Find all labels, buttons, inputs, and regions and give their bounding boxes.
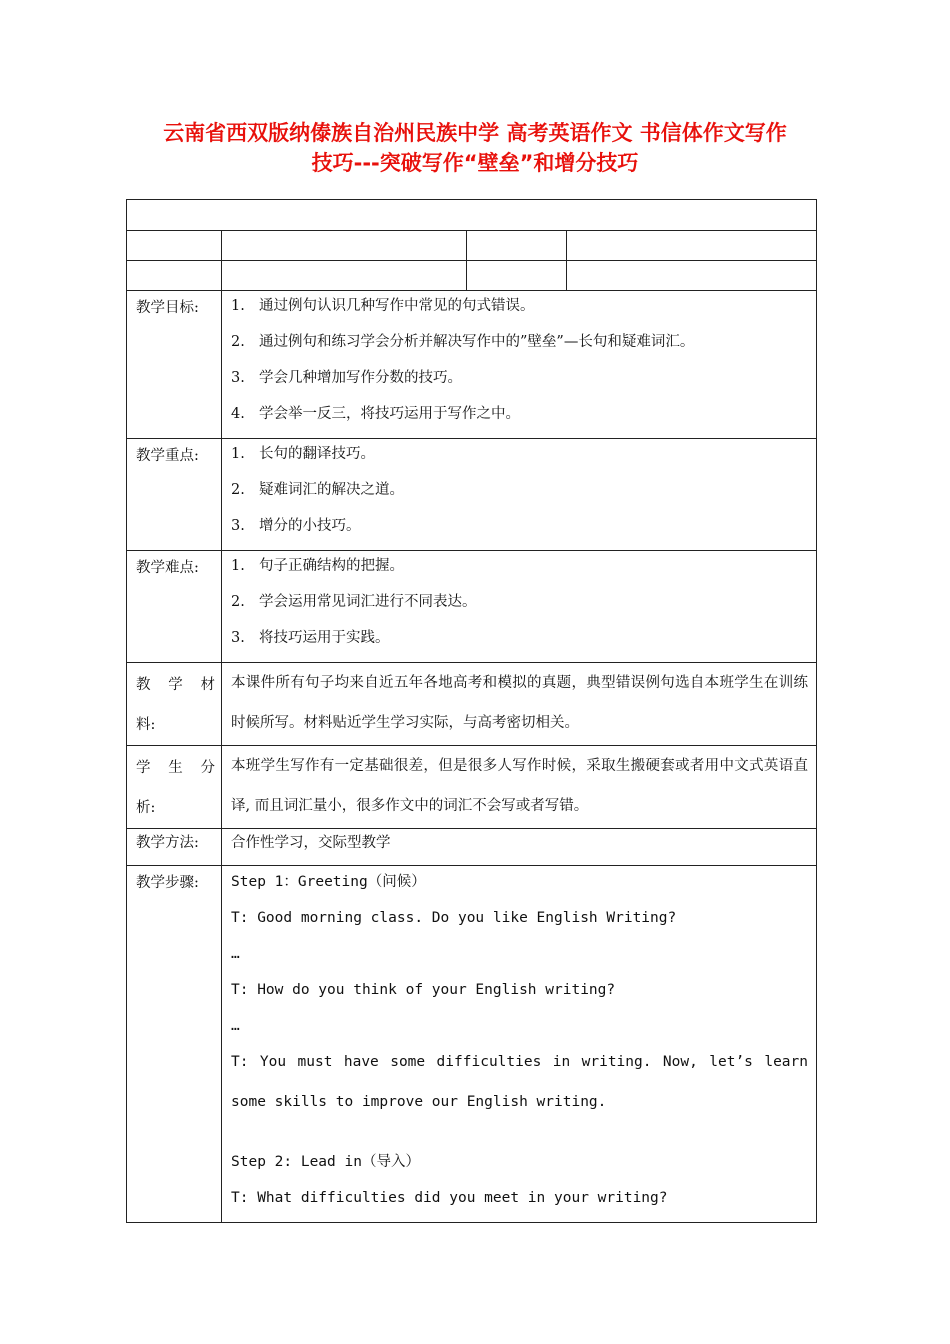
info-cell bbox=[127, 261, 222, 291]
info-cell bbox=[127, 231, 222, 261]
step-line: Step 2: Lead in（导入） bbox=[231, 1154, 420, 1170]
info-row-2 bbox=[127, 261, 817, 291]
step-line: … bbox=[231, 1018, 240, 1034]
students-row bbox=[127, 746, 817, 829]
step-line: Step 1：Greeting（问候） bbox=[231, 874, 426, 890]
list-item: 3. 学会几种增加写作分数的技巧。 bbox=[231, 370, 462, 386]
step-line: T: You must have some difficulties in writing. Now, let’s learn bbox=[231, 1054, 808, 1070]
info-cell bbox=[567, 231, 817, 261]
list-item: 2. 疑难词汇的解决之道。 bbox=[231, 482, 404, 498]
goals-list bbox=[222, 291, 817, 439]
step-line: … bbox=[231, 946, 240, 962]
goals-label: 教学目标: bbox=[127, 291, 222, 439]
title-line-1: 云南省西双版纳傣族自治州民族中学 高考英语作文 书信体作文写作 bbox=[163, 121, 787, 145]
materials-row bbox=[127, 663, 817, 746]
steps-content bbox=[222, 866, 817, 1223]
students-text: 本班学生写作有一定基础很差，但是很多人写作时候，采取生搬硬套或者用中文式英语直译, 而且词汇量小，很多作文中的词汇不会写或者写错。 bbox=[222, 746, 817, 829]
difficulties-list bbox=[222, 551, 817, 663]
list-item: 2. 通过例句和练习学会分析并解决写作中的”壁垒”—长句和疑难词汇。 bbox=[231, 334, 695, 350]
list-item: 3. 增分的小技巧。 bbox=[231, 518, 361, 534]
info-cell bbox=[567, 261, 817, 291]
goals-row bbox=[127, 291, 817, 439]
list-item: 2. 学会运用常见词汇进行不同表达。 bbox=[231, 594, 477, 610]
list-item: 1. 句子正确结构的把握。 bbox=[231, 558, 404, 574]
title-line-2: 技巧---突破写作“壁垒”和增分技巧 bbox=[311, 151, 639, 175]
students-label: 学 生 分 析: bbox=[127, 746, 222, 829]
document-title bbox=[120, 118, 830, 178]
methods-label: 教学方法: bbox=[127, 829, 222, 866]
step-line: T: How do you think of your English writing? bbox=[231, 982, 616, 998]
info-cell bbox=[222, 261, 467, 291]
list-item: 3. 将技巧运用于实践。 bbox=[231, 630, 390, 646]
lesson-plan-table bbox=[126, 199, 817, 1223]
info-row-1 bbox=[127, 231, 817, 261]
steps-label: 教学步骤: bbox=[127, 866, 222, 1223]
materials-label: 教 学 材 料: bbox=[127, 663, 222, 746]
header-row-empty bbox=[127, 200, 817, 231]
difficulties-row bbox=[127, 551, 817, 663]
materials-text: 本课件所有句子均来自近五年各地高考和模拟的真题，典型错误例句选自本班学生在训练时候所写。材料贴近学生学习实际，与高考密切相关。 bbox=[222, 663, 817, 746]
info-cell bbox=[467, 231, 567, 261]
steps-row bbox=[127, 866, 817, 1223]
key-points-row bbox=[127, 439, 817, 551]
key-points-label: 教学重点: bbox=[127, 439, 222, 551]
list-item: 1. 长句的翻译技巧。 bbox=[231, 446, 375, 462]
methods-row bbox=[127, 829, 817, 866]
key-points-list bbox=[222, 439, 817, 551]
step-line: T: Good morning class. Do you like English Writing? bbox=[231, 910, 677, 926]
header-cell bbox=[127, 200, 817, 231]
list-item: 1. 通过例句认识几种写作中常见的句式错误。 bbox=[231, 298, 535, 314]
info-cell bbox=[467, 261, 567, 291]
info-cell bbox=[222, 231, 467, 261]
step-line: some skills to improve our English writing. bbox=[231, 1094, 607, 1110]
list-item: 4. 学会举一反三，将技巧运用于写作之中。 bbox=[231, 406, 520, 422]
difficulties-label: 教学难点: bbox=[127, 551, 222, 663]
methods-text: 合作性学习，交际型教学 bbox=[222, 829, 817, 866]
step-line: T: What difficulties did you meet in your writing? bbox=[231, 1190, 668, 1206]
